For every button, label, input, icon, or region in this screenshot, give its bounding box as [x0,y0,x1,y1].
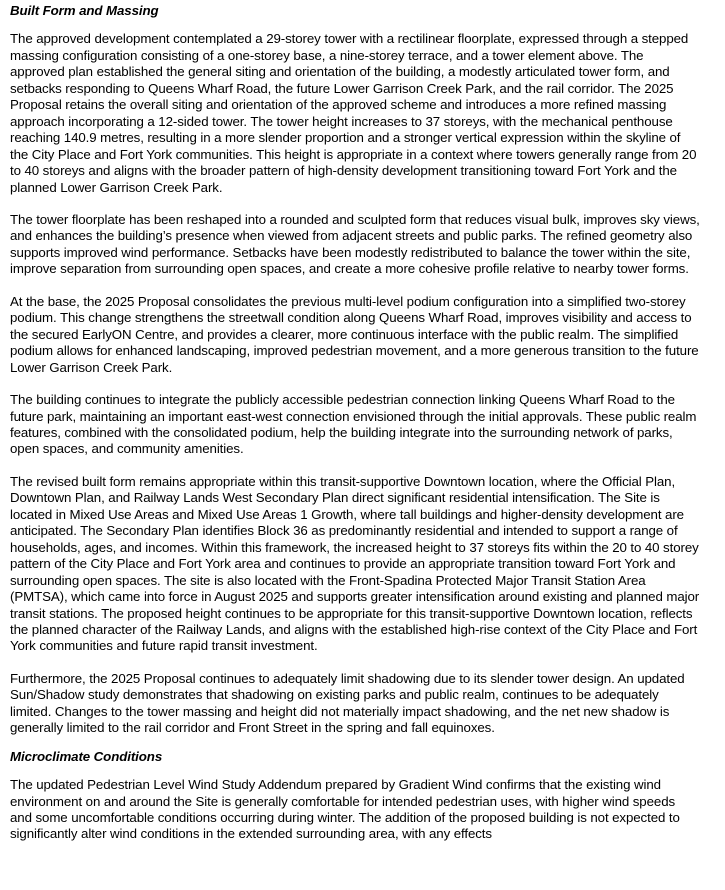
paragraph-tower-floorplate: The tower floorplate has been reshaped into a rounded and sculpted form that reduces visual bulk, improves sky views, and enhances the building’s presence when viewed from adjacent streets and public parks. The refined geometry also supports improved wind performance. Setbacks have been modestly redistributed to balance the tower within the site, improve separation from surrounding open spaces, and create a more cohesive profile relative to nearby tower forms. [10,211,700,277]
paragraph-shadowing: Furthermore, the 2025 Proposal continues to adequately limit shadowing due to its slender tower design. An updated Sun/Shadow study demonstrates that shadowing on existing parks and public realm, continues to be adequately limited. Changes to the tower massing and height did not materially impact shadowing, and the net new shadow is generally limited to the rail corridor and Front Street in the spring and fall equinoxes. [10,670,685,736]
paragraph-pedestrian-connection: The building continues to integrate the publicly accessible pedestrian connection linking Queens Wharf Road to the future park, maintaining an important east-west connection envisioned through the initial approvals. These public realm features, combined with the consolidated podium, help the building integrate into the surrounding network of parks, open spaces, and community amenities. [10,392,697,457]
paragraph-podium: At the base, the 2025 Proposal consolidates the previous multi-level podium configuration into a simplified two-storey podium. This change strengthens the streetwall condition along Queens Wharf Road, improves visibility and access to the secured EarlyON Centre, and provides a clearer, more continuous interface with the public realm. The simplified podium allows for enhanced landscaping, improved pedestrian movement, and a more generous transition to the future Lower Garrison Creek Park. [10,293,699,375]
section-heading-microclimate: Microclimate Conditions [10,748,163,764]
paragraph-planning-context: The revised built form remains appropriate within this transit-supportive Downtown location, where the Official Plan, Downtown Plan, and Railway Lands West Secondary Plan direct significant residential intensification. The Site is located in Mixed Use Areas and Mixed Use Areas 1 Growth, where tall buildings and higher-density development are anticipated. The Secondary Plan identifies Block 36 as predominantly residential and intended to support a range of households, ages, and incomes. Within this framework, the increased height to 37 storeys fits within the 20 to 40 storey pattern of the City Place and Fort York area and continues to provide an appropriate transition toward Fort York and surrounding open spaces. The site is also located with the Front-Spadina Protected Major Transit Station Area (PMTSA), which came into force in August 2025 and supports greater intensification around existing and planned major transit stations. The proposed height continues to be appropriate for this transit-supportive Downtown location, reflects the planned character of the Railway Lands, and aligns with the established high-rise context of the City Place and Fort York communities and future rapid transit investment. [10,473,700,654]
section-heading-built-form: Built Form and Massing [10,3,159,18]
paragraph-wind-study: The updated Pedestrian Level Wind Study Addendum prepared by Gradient Wind confirms that the existing wind environment on and around the Site is generally comfortable for intended pedestrian uses, with higher wind speeds and some uncomfortable conditions occurring during winter. The addition of the proposed building is not expected to significantly alter wind conditions in the extended surrounding area, with any effects [10,777,680,842]
paragraph-approved-development: The approved development contemplated a 29-storey tower with a rectilinear floorplate, expressed through a stepped massing configuration consisting of a one-storey base, a nine-storey terrace, and a tower element above. The approved plan established the general siting and orientation of the building, a modestly articulated tower form, and setbacks responding to Queens Wharf Road, the future Lower Garrison Creek Park, and the rail corridor. The 2025 Proposal retains the overall siting and orientation of the approved scheme and introduces a more refined massing approach incorporating a 12-sided tower. The tower height increases to 37 storeys, with the mechanical penthouse reaching 140.9 metres, resulting in a more slender proportion and a stronger vertical expression within the skyline of the City Place and Fort York communities. This height is appropriate in a context where towers generally range from 20 to 40 storeys and aligns with the broader pattern of high-density development transitioning toward Fort York and the planned Lower Garrison Creek Park. [10,31,697,195]
document-page [10,3,700,859]
